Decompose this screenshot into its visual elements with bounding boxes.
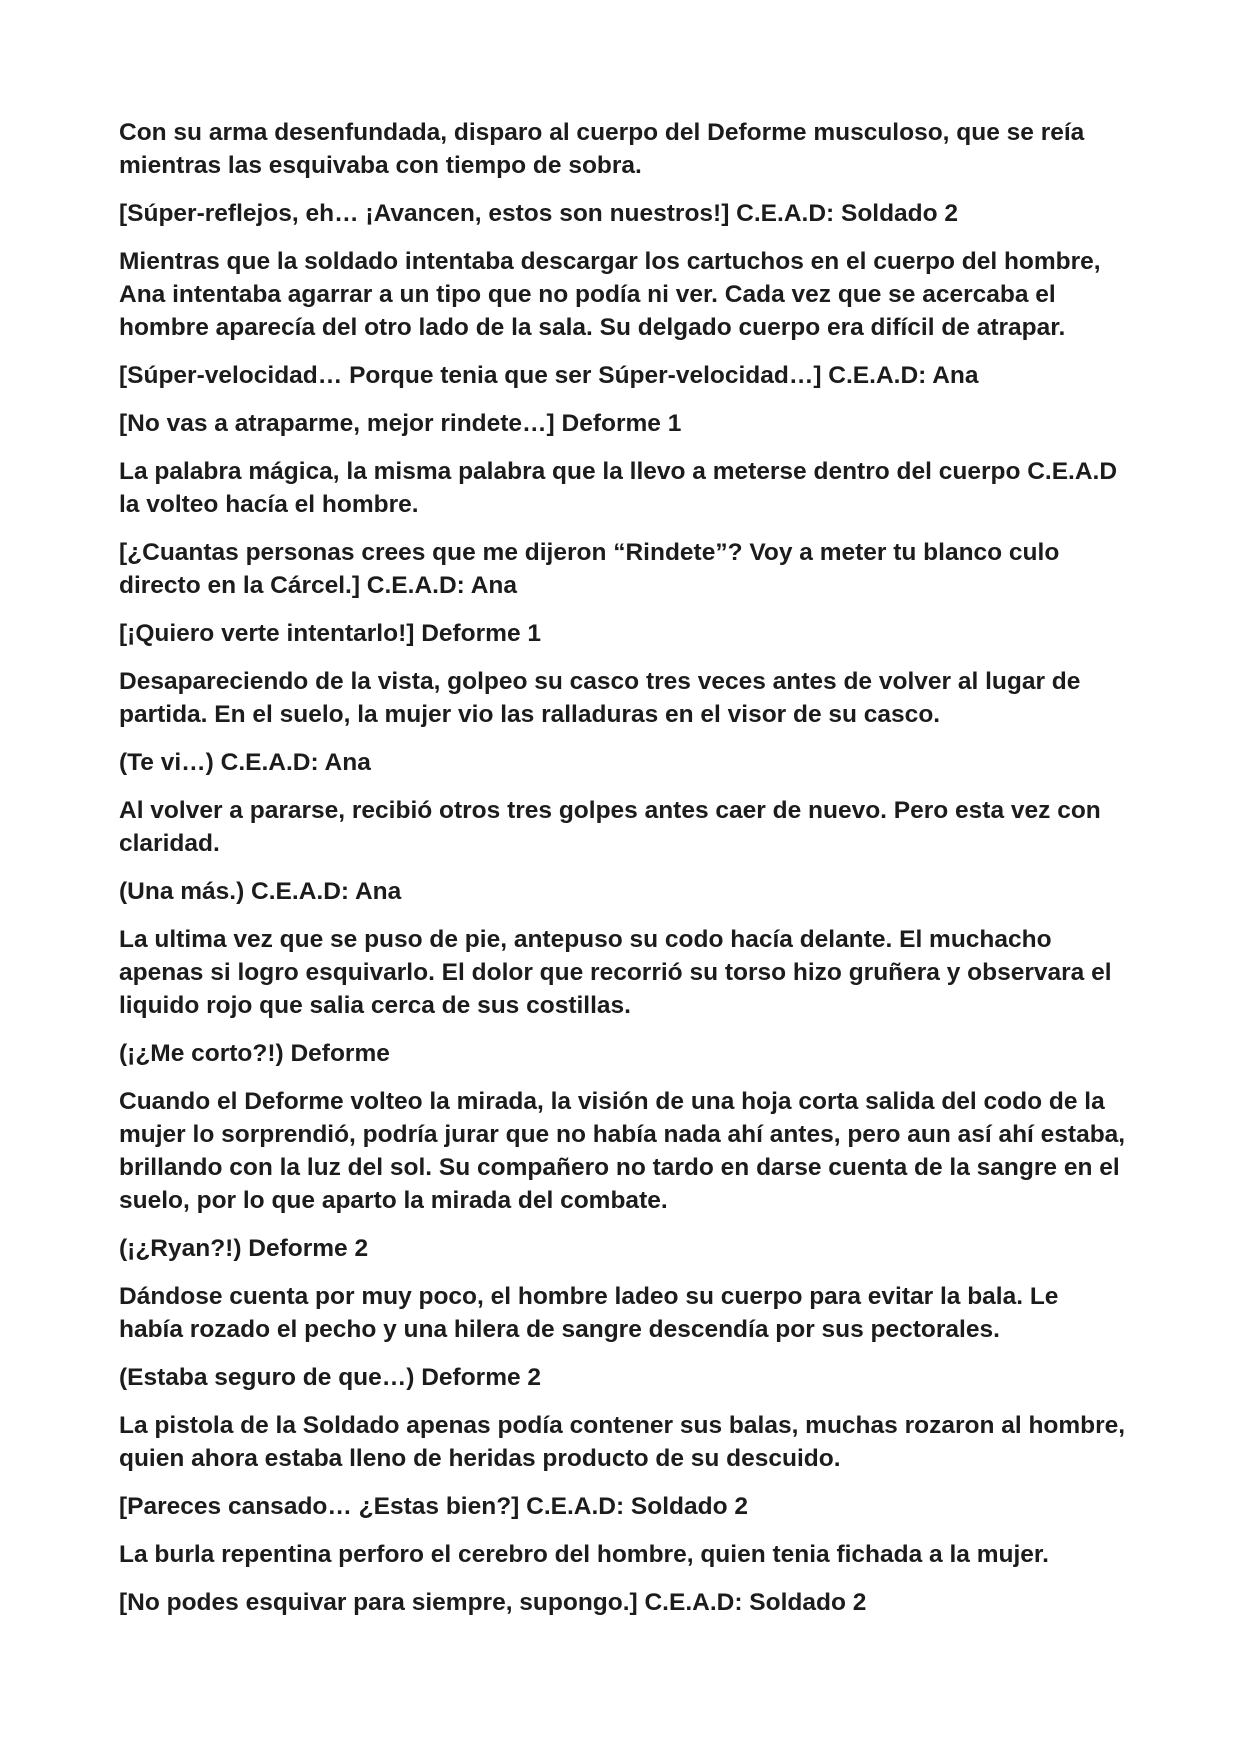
- dialogue-line: [Pareces cansado… ¿Estas bien?] C.E.A.D: Soldado 2: [119, 1493, 748, 1520]
- narration-paragraph: Al volver a pararse, recibió otros tres golpes antes caer de nuevo. Pero esta vez con claridad.: [119, 797, 1101, 857]
- narration-paragraph: La pistola de la Soldado apenas podía contener sus balas, muchas rozaron al hombre, quien ahora estaba lleno de heridas producto de su descuido.: [119, 1412, 1126, 1472]
- dialogue-line: [No podes esquivar para siempre, supongo.] C.E.A.D: Soldado 2: [119, 1589, 867, 1616]
- narration-paragraph: Mientras que la soldado intentaba descargar los cartuchos en el cuerpo del hombre, Ana intentaba agarrar a un tipo que no podía ni ver. Cada vez que se acercaba el hombre aparecía del otro lado de la sala. Su delgado cuerpo era difícil de atrapar.: [119, 248, 1101, 341]
- narration-paragraph: Con su arma desenfundada, disparo al cuerpo del Deforme musculoso, que se reía mientras las esquivaba con tiempo de sobra.: [119, 119, 1085, 179]
- dialogue-line: [Súper-velocidad… Porque tenia que ser Súper-velocidad…] C.E.A.D: Ana: [119, 362, 979, 389]
- thought-line: (Una más.) C.E.A.D: Ana: [119, 878, 402, 905]
- thought-line: (Te vi…) C.E.A.D: Ana: [119, 749, 371, 776]
- narration-paragraph: La ultima vez que se puso de pie, antepuso su codo hacía delante. El muchacho apenas si logro esquivarlo. El dolor que recorrió su torso hizo gruñera y observara el liquido rojo que salia cerca de sus costillas.: [119, 926, 1112, 1019]
- thought-line: (¡¿Me corto?!) Deforme: [119, 1040, 390, 1067]
- dialogue-line: [¿Cuantas personas crees que me dijeron “Rindete”? Voy a meter tu blanco culo directo en la Cárcel.] C.E.A.D: Ana: [119, 539, 1060, 599]
- thought-line: (Estaba seguro de que…) Deforme 2: [119, 1364, 542, 1391]
- document-body: [119, 116, 1129, 1634]
- dialogue-line: [No vas a atraparme, mejor rindete…] Deforme 1: [119, 410, 682, 437]
- narration-paragraph: Cuando el Deforme volteo la mirada, la visión de una hoja corta salida del codo de la mujer lo sorprendió, podría jurar que no había nada ahí antes, pero aun así ahí estaba, brillando con la luz del sol. Su compañero no tardo en darse cuenta de la sangre en el suelo, por lo que aparto la mirada del combate.: [119, 1088, 1126, 1214]
- narration-paragraph: Dándose cuenta por muy poco, el hombre ladeo su cuerpo para evitar la bala. Le había rozado el pecho y una hilera de sangre descendía por sus pectorales.: [119, 1283, 1059, 1343]
- narration-paragraph: Desapareciendo de la vista, golpeo su casco tres veces antes de volver al lugar de partida. En el suelo, la mujer vio las ralladuras en el visor de su casco.: [119, 668, 1081, 728]
- narration-paragraph: La burla repentina perforo el cerebro del hombre, quien tenia fichada a la mujer.: [119, 1541, 1049, 1568]
- dialogue-line: [Súper-reflejos, eh… ¡Avancen, estos son nuestros!] C.E.A.D: Soldado 2: [119, 200, 959, 227]
- thought-line: (¡¿Ryan?!) Deforme 2: [119, 1235, 369, 1262]
- narration-paragraph: La palabra mágica, la misma palabra que la llevo a meterse dentro del cuerpo C.E.A.D la volteo hacía el hombre.: [119, 458, 1118, 518]
- dialogue-line: [¡Quiero verte intentarlo!] Deforme 1: [119, 620, 542, 647]
